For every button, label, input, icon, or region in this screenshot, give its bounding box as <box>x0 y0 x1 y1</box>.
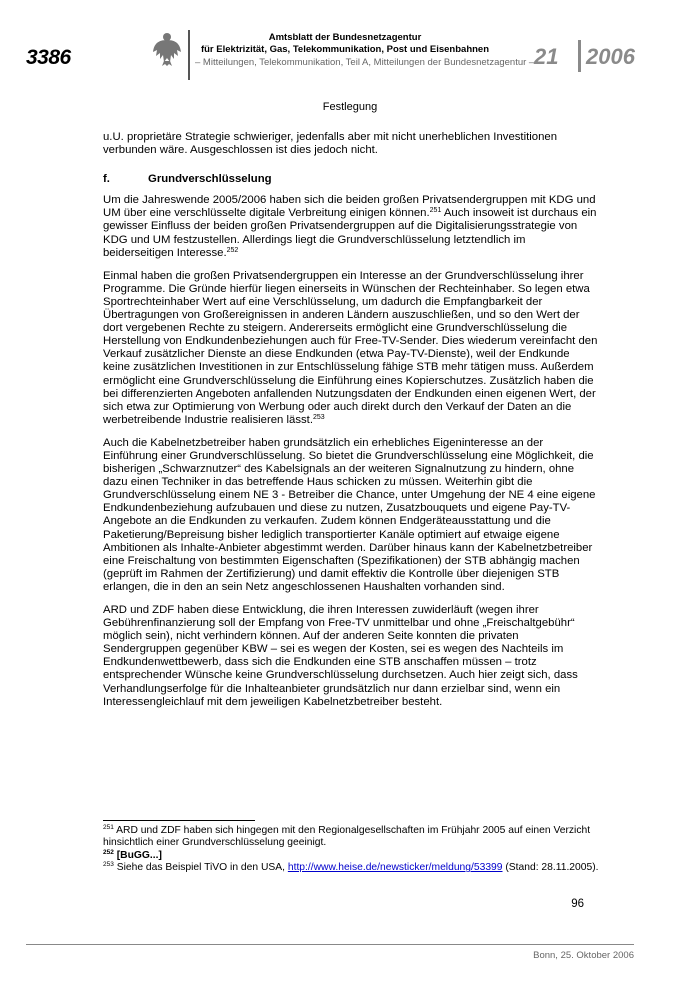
body-text <box>103 131 599 719</box>
footnote-ref-252[interactable]: 252 <box>226 246 239 254</box>
header-title-line2: für Elektrizität, Gas, Telekommunikation, Post und Eisenbahnen <box>200 43 490 55</box>
header-title-line1: Amtsblatt der Bundesnetzagentur <box>268 32 422 43</box>
footnote-number: 251 <box>103 824 114 831</box>
intro-paragraph: u.U. proprietäre Strategie schwieriger, jedenfalls aber mit nicht unerheblichen Investitionen verbunden wäre. Ausgeschlossen ist dies jedoch nicht. <box>103 131 557 157</box>
footnote-separator <box>103 820 255 821</box>
footnote-text-before: Siehe das Beispiel TiVO in den USA, <box>113 862 288 874</box>
footnote-text-after: (Stand: 28.11.2005). <box>502 862 599 874</box>
section-letter: f. <box>103 173 110 186</box>
paragraph-4: ARD und ZDF haben diese Entwicklung, die ihren Interessen zuwiderläuft (wegen ihrer Gebührenfinanzierung soll der Empfang von Free-TV unmittelbar und ohne „Freischaltgebühr“ möglich sein), nicht verhindern können. Auf der anderen Seite konnten die privaten Sendergruppen gegenüber KBW – sei es wegen der Kosten, sei es wegen des Nachteils im Endkundenwettbewerb, dass sich die Endkunden eine STB anschaffen müssen – trotz entsprechender Wünsche keine Grundverschlüsselung durchsetzen. Auch hier zeigt sich, dass Verhandlungserfolge für die Inhalteanbieter grundsätzlich nur dann erzielbar sind, wenn ein Interessengleichlauf mit dem jeweiligen Kabelnetzbetreiber besteht. <box>103 604 578 708</box>
paragraph-3: Auch die Kabelnetzbetreiber haben grundsätzlich ein erhebliches Eigeninteresse an der Einführung einer Grundverschlüsselung. So bietet die Grundverschlüsselung eine Möglichkeit, die bisherigen „Schwarznutzer“ des Kabelsignals an der weiteren Signalnutzung zu hindern, ohne dazu einen Techniker in das betreffende Haus schicken zu müssen. Weiterhin gibt die Grundverschlüsselung einem NE 3 - Betreiber die Chance, unter Umgehung der NE 4 eine eigene Endkundenbeziehung aufzubauen und diese zu nutzen, Zusatzbouquets und eigene Pay-TV-Angebote an die Endkunden zu verkaufen. Zudem können Endgeräteausstattung und die Paketierung/Bepreisung bisher lediglich transportierter Kanäle optimiert auf etwaige eigene Ambitionen als Inhalte-Anbieter abgestimmt werden. Darüber hinaus kann der Kabelnetzbetreiber eine Freischaltung von bestimmten Eigenschaften (Spezifikationen) der STB abhängig machen (geprüft im Rahmen der Zertifizierung) und damit effektiv die Kontrolle über diejenigen STB erlangen, die in den an sein Netz angeschlossenen Haushalten vorhanden sind. <box>103 436 596 593</box>
paragraph-2 <box>103 270 599 427</box>
header-issue-number: 21 <box>534 44 559 69</box>
footnote-252 <box>103 850 599 862</box>
header-year: 2006 <box>586 44 635 69</box>
footer-date: Bonn, 25. Oktober 2006 <box>533 950 634 961</box>
footnote-253 <box>103 862 599 874</box>
header-issue-divider <box>578 40 581 72</box>
footnote-251 <box>103 825 599 850</box>
footnote-text: [BuGG...] <box>113 849 162 861</box>
section-heading <box>103 173 599 186</box>
footnote-text: ARD und ZDF haben sich hingegen mit den Regionalgesellschaften im Frühjahr 2005 auf einen Verzicht hinsichtlich einer Grundverschlüsselung geeinigt. <box>103 825 591 849</box>
header-title <box>200 32 490 55</box>
footer-separator <box>26 944 634 945</box>
section-title: Grundverschlüsselung <box>148 173 272 186</box>
paragraph-1 <box>103 194 599 259</box>
footnote-ref-251[interactable]: 251 <box>429 207 442 215</box>
footnote-number: 253 <box>103 861 114 869</box>
page-number: 96 <box>571 898 584 910</box>
paragraph-1-text-b: Auch insoweit ist durchaus ein gewisser Einfluss der beiden großen Privatsendergruppen auf die Digitalisierungsstrategie von KDG und UM festzustellen. Allerdings liegt die Grundverschlüsselung letztendlich im beiderseitigen Interesse. <box>103 207 597 259</box>
paragraph-1-text-a: Um die Jahreswende 2005/2006 haben sich die beiden großen Privatsendergruppen mit KDG und UM über eine verschlüsselte digitale Verbreitung einigen können. <box>103 194 596 220</box>
footnote-ref-253[interactable]: 253 <box>312 413 325 421</box>
footnote-number: 252 <box>103 848 114 856</box>
heise-link[interactable]: http://www.heise.de/newsticker/meldung/53399 <box>287 862 503 874</box>
header-page-number: 3386 <box>26 46 71 69</box>
footnotes <box>103 825 599 875</box>
header-divider <box>188 30 190 80</box>
header-subtitle: – Mitteilungen, Telekommunikation, Teil A, Mitteilungen der Bundesnetzagentur – <box>195 57 535 68</box>
paragraph-2-text: Einmal haben die großen Privatsendergruppen ein Interesse an der Grundverschlüsselung ihrer Programme. Die Gründe hierfür liegen einerseits in Wünschen der Rechteinhaber. So legen etwa Sportrechteinhaber Wert auf eine Verschlüsselung, um dadurch die Empfangbarkeit der Übertragungen von Großereignissen in anderen Ländern auszuschließen, und so den Wert der dort vergebenen Rechte zu steigern. Andererseits ermöglicht eine Grundverschlüsselung die Herstellung von Endkundenbeziehungen auch für Free-TV-Sender. Dies wiederum vereinfacht den Verkauf zusätzlicher Dienste an diese Endkunden (etwa Pay-TV-Dienste), weil der Endkunde keine zusätzlichen Investitionen in zur Entschlüsselung fähige STB mehr tätigen muss. Außerdem ermöglicht eine Grundverschlüsselung die Einführung eines Kopierschutzes. Zusätzlich haben die bei differenzierten Angeboten anfallenden Nutzungsdaten der Endkunden einen eigenen Wert, der sich etwa zur Optimierung von Werbung oder auch direkt durch den Verkauf der Daten an die werbetreibende Industrie realisieren lässt. <box>103 269 598 426</box>
document-title: Festlegung <box>322 101 378 113</box>
federal-eagle-icon <box>152 30 182 66</box>
